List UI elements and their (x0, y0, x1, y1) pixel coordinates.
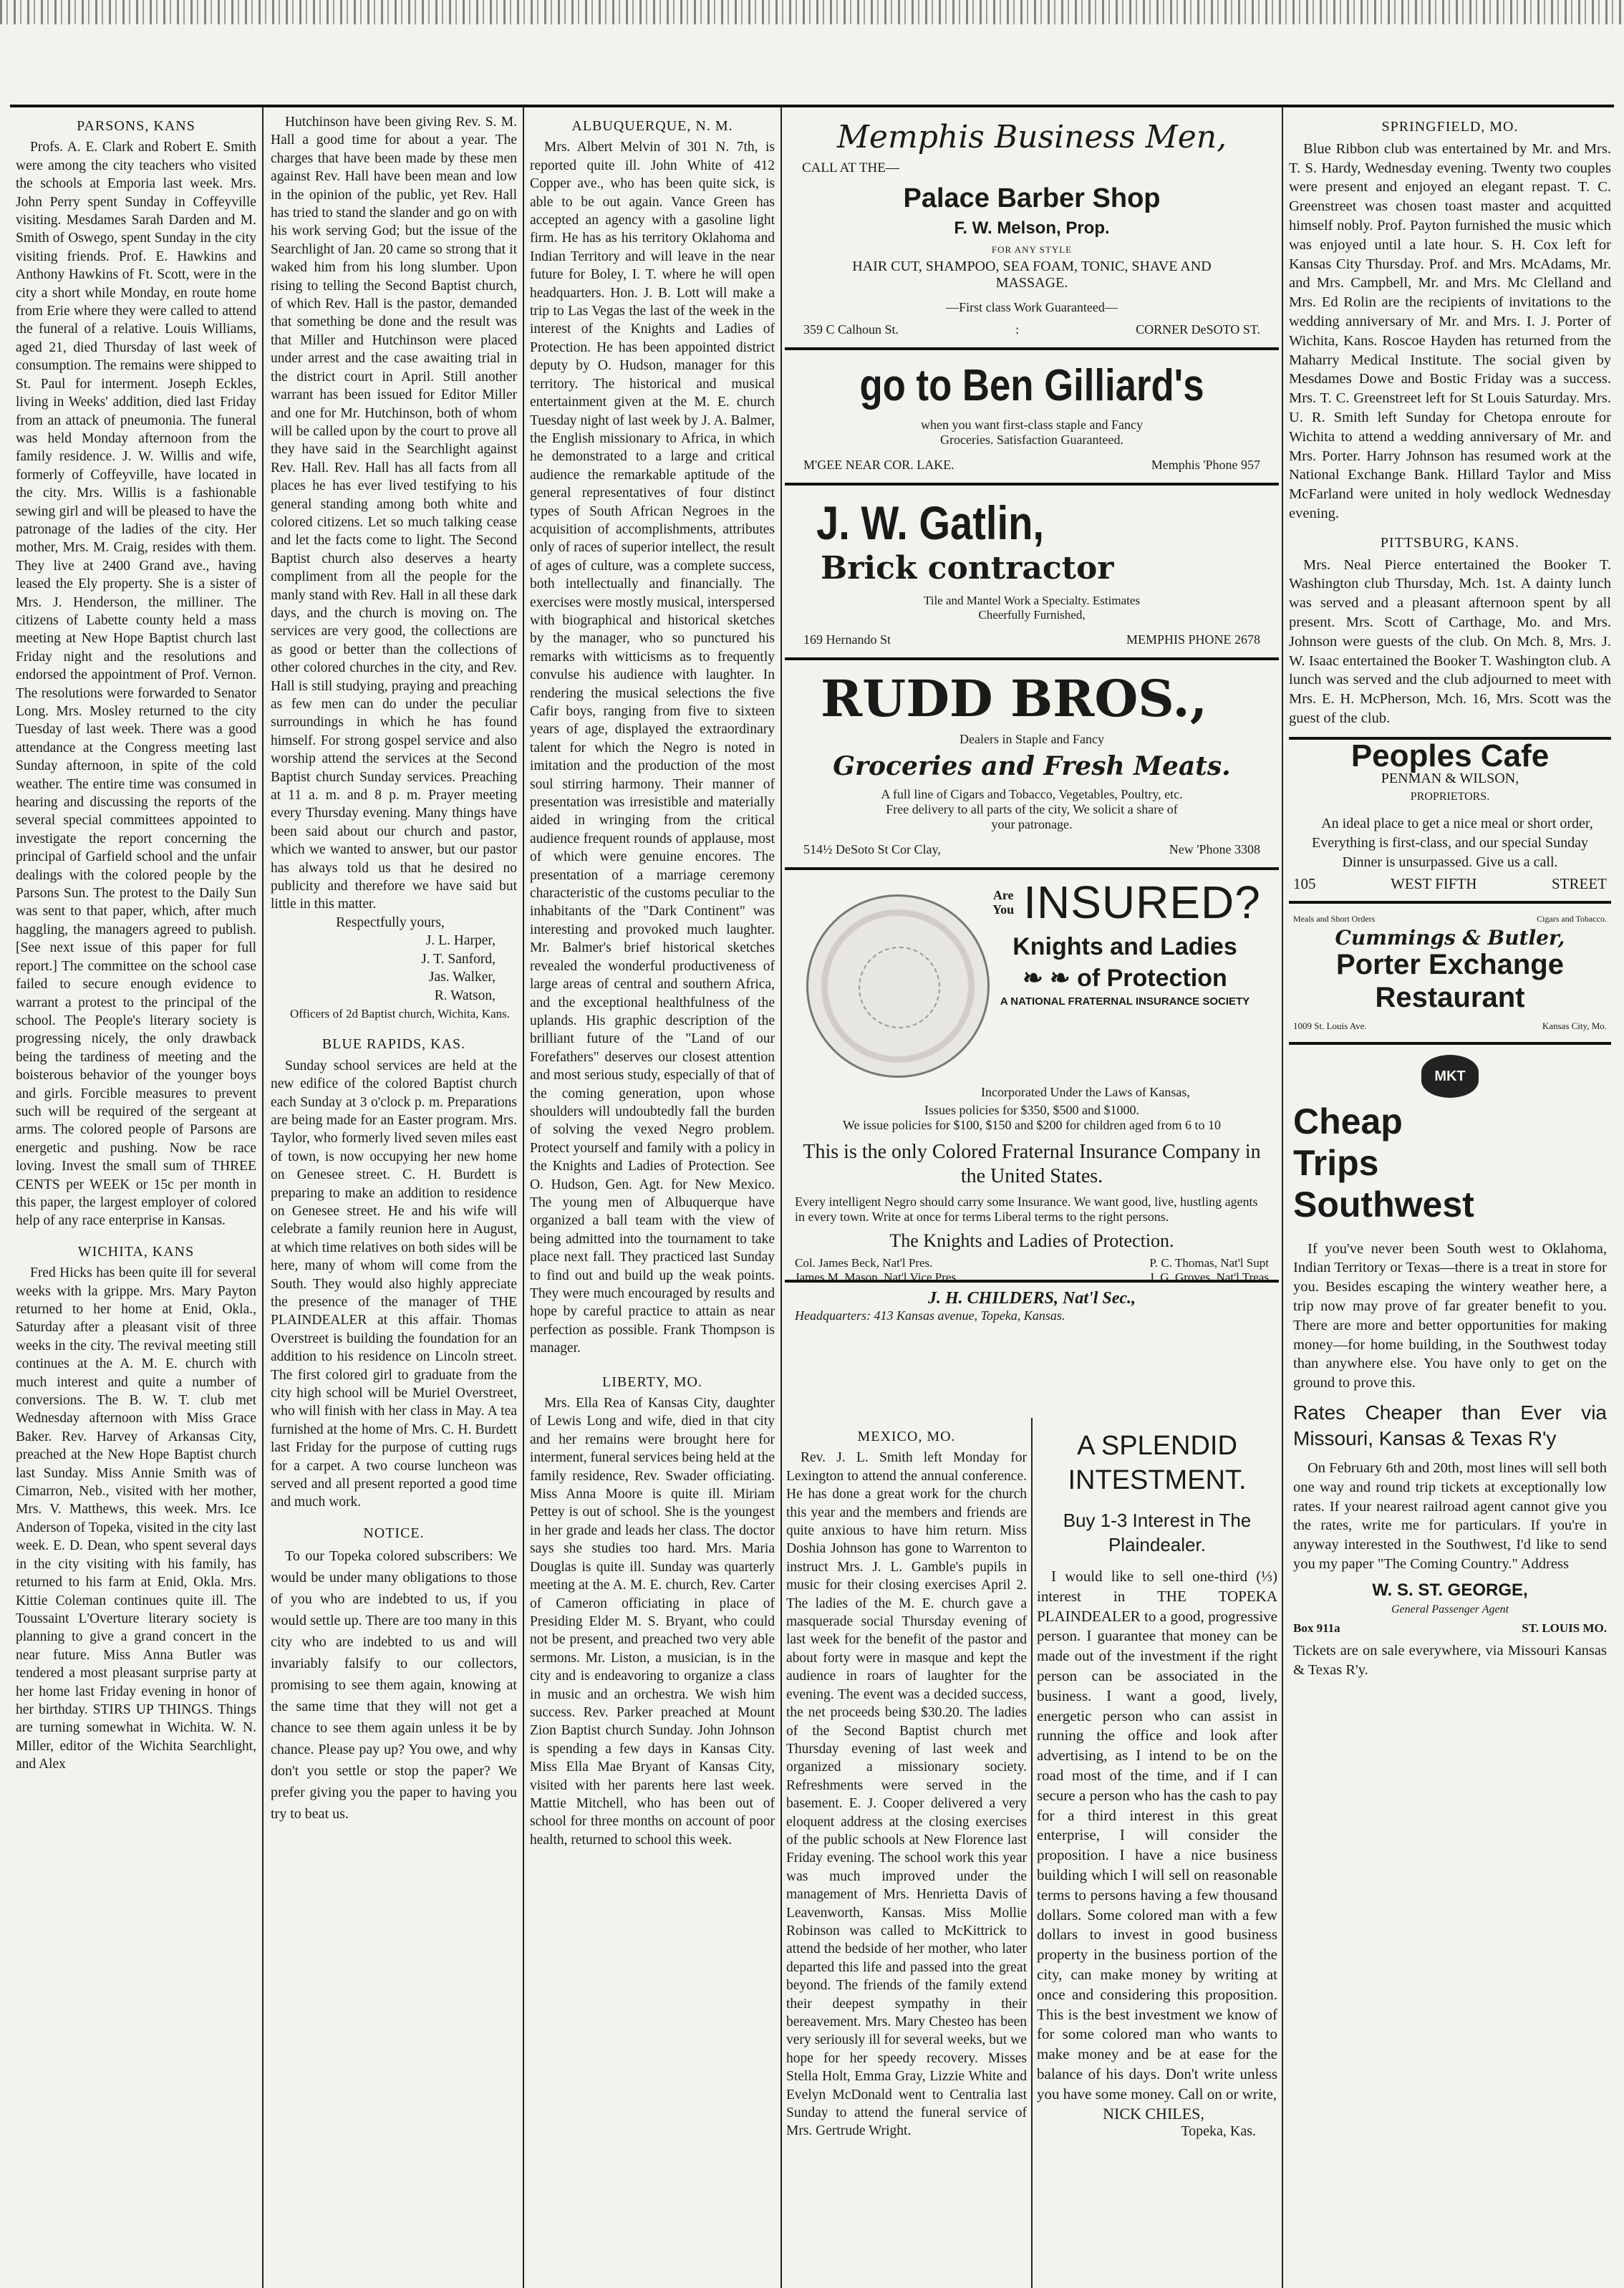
cheap-article: If you've never been South west to Oklahoma, Indian Territory or Texas—there is a treat in store for you. Besides escaping the wintery weather here, a trip now may prove of far greater benefit to you. There are more and better opportunities for making money—for home building, in the Southwest today than anywhere else. You have only to get on the ground to prove this. (1293, 1240, 1607, 1391)
rates-article: On February 6th and 20th, most lines will sell both one way and round trip tickets at exceptionally low rates. If your nearest railroad agent cannot give you the rates, write me for particulars. If you're in anyway interested in the Southwest, I'd like to send you my paper "The Coming Country." Address (1293, 1460, 1607, 1573)
signer: Jas. Walker, (428, 970, 496, 985)
gatlin-name: J. W. Gatlin, (816, 496, 1044, 549)
agent-box: Box 911a (1293, 1621, 1340, 1636)
springfield-heading: SPRINGFIELD, MO. (1381, 119, 1519, 135)
column-4-lower (786, 1424, 1027, 2283)
porter-address-right: Kansas City, Mo. (1542, 1020, 1607, 1031)
splendid-buy: Buy 1-3 Interest in The Plaindealer. (1063, 1510, 1252, 1555)
cheap-line-2: Trips (1293, 1142, 1379, 1183)
for-any-style: FOR ANY STYLE (991, 244, 1073, 255)
signer: J. L. Harper, (425, 933, 496, 949)
insured-fraternal: A NATIONAL FRATERNAL INSURANCE SOCIETY (1000, 995, 1250, 1008)
liberty-heading: LIBERTY, MO. (602, 1374, 702, 1390)
memphis-ads (785, 107, 1279, 1323)
are-you: Are You (992, 888, 1015, 917)
gatlin-ad (785, 486, 1279, 660)
column-divider (1031, 1418, 1033, 2288)
splendid-article: I would like to sell one-third (⅓) interest in THE TOPEKA PLAINDEALER to a good, progressive person. I guarantee that money can be made out of the investment if the right person can be associated in the business. I want a good, lively, energetic person who can assist in running the office and look after advertising, as I intend to be on the road most of the time, and if I can secure a person who has the cash to pay for a third interest in this great enterprise, I will consider the proposition. I have a nice business building which I will sell on reasonable terms to persons having a few thousand dollars. Some colored man with a few dollars to invest in good business property in the business portion of the city, can make money by writing at once and considering this proposition. This is the best investment we know of for some colored man who wants to make money and be at ease for the balance of his days. Don't write unless you have some money. Call on or write, (1037, 1568, 1277, 2103)
gilliard-address (792, 458, 1272, 473)
column-divider (1282, 107, 1283, 2288)
splendid-signer: NICK CHILES, (1103, 2104, 1204, 2123)
pittsburg-article: Mrs. Neal Pierce entertained the Booker T. Washington club Thursday, Mch. 1st. A dainty lunch was served and a pleasant afternoon spent by all present. Mrs. Scott of Carthage, Mo. and Mrs. Johnson were guests of the club. On Mch. 8, Mrs. J. W. Isaac entertained the Booker T. Washington club. A lunch was served and the club adjourned to meet with Mrs. E. H. McPherson, Mch. 16, Mrs. Scott was the guest of the club. (1289, 556, 1611, 726)
albuquerque-article: Mrs. Albert Melvin of 301 N. 7th, is reported quite ill. John White of 412 Copper ave., who has been quite sick, is able to be out again. Vance Green has accepted an agency with a gasoline light firm. He has as his territory Oklahoma and Indian Territory and will leave in the near future for Boley, I. T. where he will open headquarters. Hon. J. B. Lott will make a trip to Las Vegas the last of the week in the interest of the Knights and Ladies of Protection. He has been appointed district deputy by O. Hudson, manager for this territory. The historical and musical entertainment given at the M. E. church Tuesday night of last week by J. A. Balmer, the English missionary to Africa, in which he demonstrated to a large and critical audience the remarkable aptitude of the general representatives of four distinct types of South African Negroes in the acquisition of accomplishments, attributes only of races of superior intellect, the result of ages of culture, was a complete success, both intellectually and financially. The exercises were mostly musical, interspersed with biographical and historical sketches by the manager, who so punctured his remarks with witticisms as to frequently convulse his audience with laughter. In rendering the musical selections the five Cafir boys, ranging from five to sixteen years of age, displayed the extraordinary talent for which the Negro is noted in imitation and the production of the most soul stirring harmony. Their manner of presentation was irresistible and materially aided in wringing from the critical audience frequent rounds of applause, most of which were genuine encores. The presentation of a marriage ceremony characteristic of the customs peculiar to the inhabitants of the "Dark Continent" was interesting and provoked much laughter. Mr. Balmer's brief historical sketches revealed the wonderful productiveness of large areas of central and southern Africa, and the exceptional healthfulness of the uplands. His graphic description of the brilliant future of the "Land of our Forefathers" deserves our closest attention and most serious study, especially of that of the coming generation, upon whose shoulders will undoubtedly fall the burden of solving the vexed Negro problem. Protect yourself and family with a policy in the Knights and Ladies of Protection. See O. Hudson, Gen. Agt. for New Mexico. The young men of Albuquerque have organized a ball team with the view of being admitted into the tournament to take place next fall. They practiced last Sunday to find out and build up the weak points. They were much encouraged by results and hope by careful practice to attain as near perfection as possible. Frank Thompson is manager. (530, 140, 775, 1356)
memphis-title: Memphis Business Men, (836, 119, 1227, 155)
wichita-heading: WICHITA, KANS (77, 1243, 195, 1260)
barber-address-sep: : (1015, 322, 1020, 337)
column-2 (271, 113, 517, 2283)
mkt-ad (1289, 1045, 1611, 1683)
insured-secretary: J. H. CHILDERS, Nat'l Sec., (927, 1289, 1136, 1308)
porter-address-left: 1009 St. Louis Ave. (1293, 1020, 1367, 1031)
barber-name: Palace Barber Shop (903, 183, 1161, 213)
insured-headquarters: Headquarters: 413 Kansas avenue, Topeka, Kansas. (795, 1308, 1065, 1323)
springfield-article: Blue Ribbon club was entertained by Mr. and Mrs. T. S. Hardy, Wednesday evening. Twenty two couples were present and enjoyed an elegant repast. T. C. Greenstreet was chosen toast master and acquitted himself nobly. Prof. Payton furnished the music which was enjoyed until a late hour. S. H. Cox left for Kansas City Thursday. Prof. and Mrs. McAdams, Mr. and Mrs. Campbell, Mr. and Mrs. Mc Clelland and Mrs. Ed Rolin are the recipients of invitations to the wedding anniversary of Mr. and Mrs. I. J. Porter of Wichita, Kans. Roscoe Hayden has returned from the Maharry Medical Institute. The social given by Mesdames Dowe and Bostic Friday was a success. Mrs. T. C. Greenstreet left for St Louis Saturday. Mrs. U. R. Smith left Sunday for Chetopa enroute for Wichita to attend a wedding anniversary of Mr. and Mrs. Porter. Harry Johnson has resumed work at the National Exchange Bank. Hillard Taylor and Miss McFarland were united in holy wedlock Wednesday evening. (1289, 140, 1611, 521)
splendid-place: Topeka, Kas. (1181, 2123, 1256, 2139)
cafe-owners: PENMAN & WILSON, (1381, 770, 1519, 786)
signers-title: Officers of 2d Baptist church, Wichita, Kans. (290, 1006, 510, 1020)
column-6 (1289, 113, 1611, 2283)
splendid-heading-1: A SPLENDID (1077, 1431, 1237, 1461)
agent-title: General Passenger Agent (1391, 1603, 1509, 1616)
insured-headline: INSURED? (1023, 877, 1261, 928)
officers-row (795, 1270, 1269, 1285)
column-3 (530, 113, 775, 2283)
agent-name: W. S. ST. GEORGE, (1372, 1580, 1528, 1600)
signer: R. Watson, (434, 988, 496, 1003)
rudd-ad (785, 660, 1279, 870)
gilliard-headline: go to Ben Gilliard's (859, 361, 1204, 410)
peoples-cafe-ad (1289, 737, 1611, 904)
porter-exchange-ad (1289, 904, 1611, 1044)
cafe-text: An ideal place to get a nice meal or short order, Everything is first-class, and our special Sunday Dinner is unsurpassed. Give us a call. (1311, 816, 1593, 870)
parsons-heading: PARSONS, KANS (77, 118, 195, 134)
seal-icon (806, 894, 990, 1078)
insured-policies: Issues policies for $350, $500 and $1000. (924, 1103, 1139, 1117)
barber-prop: F. W. Melson, Prop. (954, 218, 1110, 238)
gilliard-ad (785, 350, 1279, 486)
blue-rapids-heading: BLUE RAPIDS, KAS. (322, 1036, 466, 1053)
gatlin-trade: Brick contractor (821, 550, 1114, 587)
officer: Col. James Beck, Nat'l Pres. (795, 1256, 933, 1270)
cafe-address-number: 105 (1293, 875, 1316, 893)
leaf-ornament-icon: ❧ ❧ (1023, 965, 1078, 992)
insured-org-2 (978, 964, 1272, 993)
signer: J. T. Sanford, (421, 951, 496, 967)
rudd-dealers: Dealers in Staple and Fancy (960, 732, 1104, 746)
cafe-name: Peoples Cafe (1350, 738, 1550, 773)
gatlin-address (792, 632, 1272, 647)
cafe-props: PROPRIETORS. (1410, 791, 1490, 803)
column-5-lower (1037, 1424, 1277, 2283)
rudd-name: RUDD BROS., (821, 669, 1208, 728)
cheap-line-3: Southwest (1293, 1184, 1474, 1225)
mexico-article: Rev. J. L. Smith left Monday for Lexington to attend the annual conference. He has done a great work for the church this year and the members and friends are quite anxious to have him return. Miss Doshia Johnson has gone to Warrenton to instruct Mrs. J. L. Gamble's pupils in music for their closing exercises April 2. The ladies of the M. E. church gave a masquerade social Thursday evening of last week for the benefit of the pastor and about forty were in masque and kept the audience in roars of laughter for the evening. The event was a decided success, the net proceeds being $30.20. The ladies of the Second Baptist church met Thursday evening of last week and organized a missionary society. Refreshments were served in the basement. E. J. Cooper delivered a very eloquent address at the closing exercises of the public schools at New Florence last Friday evening. The school work this year was much improved under the management of Mrs. Henrietta Davis of Leavenworth, Kansas. Miss Mollie Robinson was called to McKittrick to attend the bedside of her mother, who later departed this life and passed into the great beyond. The friends of the family extend their deepest sympathy in their bereavement. Mrs. Mary Chesteo has been very seriously ill for several weeks, but we hope for her speedy recovery. Misses Stella Holt, Emma Gray, Lizzie White and Evelyn McDonald went to Centralia last Sunday to attend the funeral service of Mrs. Gertrude Wright. (786, 1450, 1027, 2139)
agent-footer: Tickets are on sale everywhere, via Missouri Kansas & Texas R'y. (1293, 1643, 1607, 1679)
porter-owners: Cummings & Butler, (1335, 926, 1565, 950)
gilliard-address-left: M'GEE NEAR COR. LAKE. (803, 458, 954, 472)
column-divider (262, 107, 264, 2288)
insured-incorporated: Incorporated Under the Laws of Kansas, (981, 1085, 1190, 1099)
rudd-phone: New 'Phone 3308 (1169, 842, 1260, 856)
albuquerque-heading: ALBUQUERQUE, N. M. (571, 118, 733, 134)
rudd-text: A full line of Cigars and Tobacco, Vegetables, Poultry, etc. Free delivery to all parts of the city, We solicit a share of your patronage. (881, 787, 1183, 831)
splendid-heading-2: INTESTMENT. (1068, 1465, 1247, 1495)
barber-ad (785, 107, 1279, 350)
barber-address (792, 322, 1272, 337)
barber-address-left: 359 C Calhoun St. (803, 322, 899, 337)
parsons-article: Profs. A. E. Clark and Robert E. Smith were among the city teachers who visited the schools at Emporia last week. Mrs. John Perry spent Sunday in Coffeyville visiting. Mesdames Sarah Darden and M. Smith of Oswego, spent Sunday in the city visiting friends. Prof. E. Hawkins and Anthony Hawkins of Ft. Scott, were in the city a short while Monday, en route home from Erie where they were called to attend the funeral of a relative. Louis Williams, aged 21, died Thursday of last week of consumption. The remains were shipped to St. Paul for interment. Joseph Eckles, living in Weeks' addition, died last Friday from an attack of pneumonia. The funeral was held Monday afternoon from the family residence. J. W. Willis and wife, formerly of Coffeyville, have located in the city. Mrs. Willis is a fashionable sewing girl and will be pleased to have the patronage of the ladies of the city. Her mother, Mrs. M. Craig, resides with them. They live at 2400 Grand ave., having leased the Ely property. She is a sister of Mrs. J. Henderson, the milliner. The citizens of Labette county held a mass meeting at New Hope Baptist church last Friday night and the resolutions and endorsed the appointment of Prof. Vernon. The resolutions were forwarded to Senator Long. Mrs. Mosley returned to the city Tuesday of last week. There was a good attendance at the Congress meeting last Sunday afternoon, in spite of the cold weather. The entire time was consumed in hearing and discussing the reports of the several special committees appointed to investigate the report concerning the principal of Garfield school and the unfair dealings with the colored people by the Parsons Sun. The protest to the Daily Sun was sent to that paper, which, after much haggling, the managers agreed to publish. [See next issue of this paper for full report.] The committee on the school case failed to secure enough evidence to warrant a protest to the principal of the school. The People's literary society is progressing nicely, the only drawback being the tardiness of meeting and the boisterous behavior of the younger boys and girls. Forcible measures to prevent such will be required of the sergeant at arms. The colored people of Parsons are energetic and pushing. Now be race loving. Invest the small sum of THREE CENTS per WEEK or 15c per month in this paper, the largest employer of colored help of any race enterprise in Kansas. (16, 140, 256, 1229)
gatlin-text: Tile and Mantel Work a Specialty. Estimates Cheerfully Furnished, (923, 594, 1141, 622)
agent-city: ST. LOUIS MO. (1522, 1621, 1607, 1636)
insured-every-negro: Every intelligent Negro should carry some Insurance. We want good, live, hustling agents in every town. Write at once for terms Liberal terms to the right persons. (795, 1194, 1258, 1224)
insured-org-1: Knights and Ladies (1012, 933, 1237, 960)
page-top-edge (0, 0, 1624, 24)
cafe-address-street: WEST FIFTH (1391, 875, 1477, 893)
porter-address (1293, 1017, 1607, 1036)
cafe-address-end: STREET (1552, 875, 1607, 893)
gilliard-text: when you want first-class staple and Fancy Groceries. Satisfaction Guaranteed. (921, 417, 1143, 447)
column-divider (523, 107, 524, 2288)
call-at: CALL AT THE— (802, 160, 899, 175)
blue-rapids-article: Sunday school services are held at the new edifice of the colored Baptist church each Sunday at 3 o'clock p. m. Preparations are being made for an Easter program. Mrs. Taylor, who formerly lived seven miles east of town, is now occupying her new home on Genesee street. C. H. Burdett is preparing to make an addition to residence on Genesee street. He and his wife will celebrate a family reunion here in August, at which time relatives on both sides will be here, many of whom will come from the South. They would also highly appreciate the presence of the manager of THE PLAINDEALER at this affair. Thomas Overstreet is building the foundation for an addition to his residence on Lincoln street. The first colored girl to graduate from the city high school will be Muriel Overstreet, who will finish with her class in May. A tea furnished at the home of Mrs. C. H. Burdett last Friday for the purpose of cutting rugs for a carpet. A two course luncheon was served and all present reported a good time and much work. (271, 1058, 517, 1510)
wichita-letter: Hutchinson have been giving Rev. S. M. Hall a good time for about a year. The charges that have been made by these men against Rev. Hall have been mean and low in the opinion of the public, yet Rev. Hall has tried to stand the slander and go on with his work serving God; but the issue of the Searchlight of Jan. 20 came so strong that it waked him from his long slumber. Upon rising to telling the Second Baptist church, of which Rev. Hall is the pastor, demanded that something be done and the result was that Miller and Hutchinson were placed under arrest and the case awaiting trial in the district court in April. Still another warrant has been issued for Editor Miller and one for Mr. Hutchinson, both of whom will be called upon by the court to prove all they have said in the Searchlight against Rev. Hall. Rev. Hall has all facts from all places he has ever lived testifying to his general standing among both white and colored citizens. Let so much talking cease and let the facts come to light. The Second Baptist church also deserves a hearty compliment from all the people for the manly stand with Rev. Hall in all these dark days, and the church is moving on. The services are very good, the collections are as good or better than the collections of other colored churches in the city, and Rev. Hall is still studying, praying and preaching as few men can do under the peculiar surroundings in which he has found himself. For strong gospel service and also worship attend the services at the Second Baptist church Sunday services. Preaching at 11 a. m. and 8 p. m. Prayer meeting every Thursday evening. Many things have been said about our church and pastor, which we wanted to answer, but our pastor has always told us that he desired no publicity and therefore we have said but little in this matter. (271, 115, 517, 912)
porter-small-left: Meals and Short Orders (1293, 914, 1376, 925)
porter-restaurant: Restaurant (1375, 981, 1525, 1013)
porter-name: Porter Exchange (1336, 948, 1564, 980)
gilliard-phone: Memphis 'Phone 957 (1151, 458, 1260, 472)
wichita-article: Fred Hicks has been quite ill for several weeks with la grippe. Mrs. Mary Payton returned to her home at Enid, Okla., Saturday after a pleasant visit of three weeks in the city. The revival meeting still continues at the A. M. E. church with much interest and quite a number of conversions. The B. W. T. club met Wednesday afternoon with Miss Grace Baker. Rev. Harvey of Arkansas City, preached at the New Hope Baptist church last Sunday. Miss Annie Smith was of Cimarron, Neb., visited with her mother, Mrs. V. Matthews, this week. Mrs. Ice Anderson of Topeka, visited in the city last week. E. D. Dean, who spent several days in the city visiting with his family, has returned to his farm at Enid, Okla. Mrs. Kittie Coleman continues quite ill. The Toussaint L'Overture literary society is planning to give a grand concert in the near future. Miss Anna Butler was tendered a most pleasant surprise party at her home last Friday evening in honor of her birthday. STIRS UP THINGS. Things are turning somewhat in Wichita. W. N. Miller, editor of the Wichita Searchlight, and Alex (16, 1265, 256, 1772)
porter-small-right: Cigars and Tobacco. (1537, 914, 1607, 925)
sign-off: Respectfully yours, (336, 914, 445, 930)
insured-only-colored: This is the only Colored Fraternal Insurance Company in the United States. (803, 1141, 1261, 1187)
cheap-line-1: Cheap (1293, 1101, 1403, 1141)
insured-children: We issue policies for $100, $150 and $200 for children aged from 6 to 10 (843, 1118, 1221, 1132)
notice-heading: NOTICE. (363, 1525, 425, 1541)
mkt-logo-icon: MKT (1421, 1055, 1479, 1098)
officer: James M. Mason, Nat'l Vice Pres. (795, 1270, 960, 1284)
work-guaranteed: —First class Work Guaranteed— (946, 300, 1118, 314)
officer: J. G. Groves, Nat'l Treas (1149, 1270, 1269, 1284)
agent-address (1293, 1619, 1607, 1638)
cafe-address (1293, 874, 1607, 894)
liberty-article: Mrs. Ella Rea of Kansas City, daughter of Lewis Long and wife, died in that city and her remains were brought here for interment, funeral services being held at the family residence, Rev. Swader officiating. Miss Anna Moore is quite ill. Miriam Pettey is out of school. She is the youngest in her grade and leads her class. The doctor says she studies too hard. Mrs. Maria Douglas is quite ill. Sunday was quarterly meeting at the A. M. E. church, Rev. Carter of Cameron officiating in place of Presiding Elder M. S. Bryant, who could not be present, and preached two very able sermons. Mr. Liston, a musician, is in the city and is endeavoring to organize a class in music and an orchestra. We wish him success. Rev. Parker preached at Mount Zion Baptist church Sunday. John Johnson is spending a few days in Kansas City. Miss Ella Mae Bryant of Kansas City, visited with her parents here last week. Mattie Mitchell, who has been out of school for three months on account of poor health, returned to school this week. (530, 1396, 775, 1848)
gatlin-address-left: 169 Hernando St (803, 632, 891, 647)
rudd-address-left: 514½ DeSoto St Cor Clay, (803, 842, 941, 856)
notice-article: To our Topeka colored subscribers: We would be under many obligations to those of you who are indebted to us, if you would settle up. There are too many in this city who are indebted to us and will invariably falsify to our collectors, promising to see them again, knowing at the same time that they will not get a chance to see them again unless it be by chance. Please pay up? You owe, and why don't you settle or stop the paper? We prefer giving you the paper to having you try to beat us. (271, 1548, 517, 1823)
mexico-heading: MEXICO, MO. (857, 1429, 956, 1444)
gatlin-phone: MEMPHIS PHONE 2678 (1126, 632, 1260, 647)
rudd-address (792, 842, 1272, 857)
pittsburg-heading: PITTSBURG, KANS. (1380, 534, 1520, 551)
insured-org-2-text: of Protection (1077, 965, 1227, 992)
column-divider (780, 107, 782, 2288)
column-1 (16, 113, 256, 2283)
insured-org-full: The Knights and Ladies of Protection. (889, 1230, 1174, 1251)
insured-ad (785, 870, 1279, 1323)
barber-address-right: CORNER DeSOTO ST. (1136, 322, 1260, 337)
rates-heading: Rates Cheaper than Ever via Missouri, Kansas & Texas R'y (1293, 1401, 1607, 1450)
officers-row (795, 1256, 1269, 1270)
officer: P. C. Thomas, Nat'l Supt (1149, 1256, 1269, 1270)
rudd-groceries: Groceries and Fresh Meats. (833, 751, 1231, 781)
barber-services: HAIR CUT, SHAMPOO, SEA FOAM, TONIC, SHAVE AND MASSAGE. (852, 259, 1212, 291)
